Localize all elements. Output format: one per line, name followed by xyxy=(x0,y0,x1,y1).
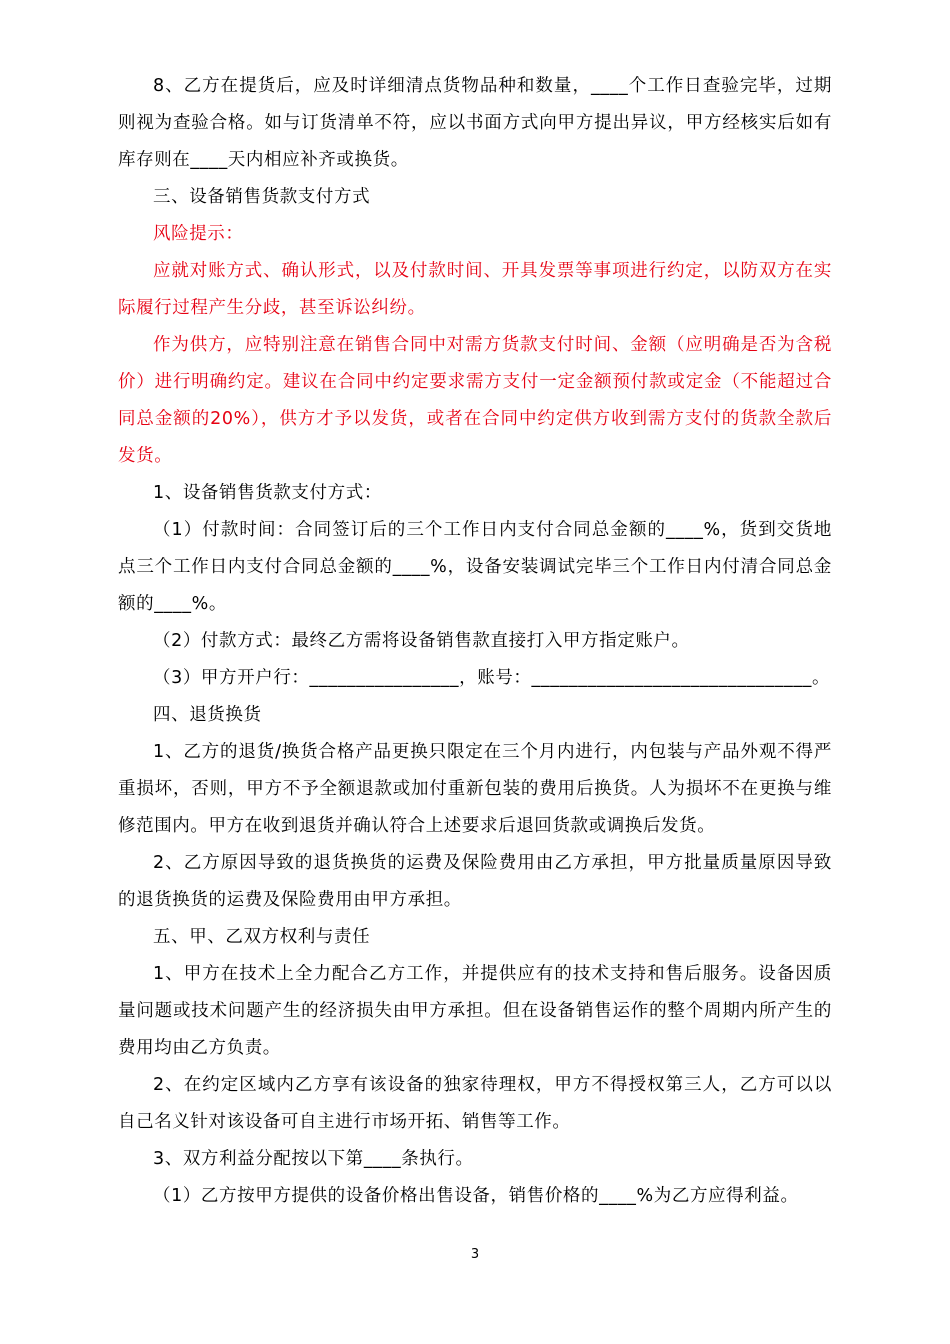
page-number: 3 xyxy=(470,1247,480,1262)
payment-method-heading: 1、设备销售货款支付方式： xyxy=(153,483,382,503)
risk-tip-paragraph-1: 应就对账方式、确认形式，以及付款时间、开具发票等事项进行约定，以防双方在实际履行过程产生分歧，甚至诉讼纠纷。 xyxy=(118,261,832,318)
return-clause-1: 1、乙方的退货/换货合格产品更换只限定在三个月内进行，内包装与产品外观不得严重损坏，否则，甲方不予全额退款或加付重新包装的费用后换货。人为损坏不在更换与维修范围内。甲方在收到退货并确认符合上述要求后退回货款或调换后发货。 xyxy=(118,742,832,836)
section-3-heading: 三、设备销售货款支付方式 xyxy=(153,187,371,207)
rights-clause-3: 3、双方利益分配按以下第____条执行。 xyxy=(153,1149,474,1169)
rights-clause-1: 1、甲方在技术上全力配合乙方工作，并提供应有的技术支持和售后服务。设备因质量问题或技术问题产生的经济损失由甲方承担。但在设备销售运作的整个周期内所产生的费用均由乙方负责。 xyxy=(118,964,832,1058)
section-4-heading: 四、退货换货 xyxy=(153,705,262,725)
rights-clause-2: 2、在约定区域内乙方享有该设备的独家待理权，甲方不得授权第三人，乙方可以以自己名义针对该设备可自主进行市场开拓、销售等工作。 xyxy=(118,1075,832,1132)
clause-8-inspection: 8、乙方在提货后，应及时详细清点货物品种和数量，____个工作日查验完毕，过期则视为查验合格。如与订货清单不符，应以书面方式向甲方提出异议，甲方经核实后如有库存则在____天内相应补齐或换货。 xyxy=(118,76,832,170)
profit-share-clause-1: （1）乙方按甲方提供的设备价格出售设备，销售价格的____%为乙方应得利益。 xyxy=(153,1186,799,1206)
section-5-heading: 五、甲、乙双方权利与责任 xyxy=(153,927,371,947)
return-clause-2: 2、乙方原因导致的退货换货的运费及保险费用由乙方承担，甲方批量质量原因导致的退货换货的运费及保险费用由甲方承担。 xyxy=(118,853,832,910)
bank-account-clause: （3）甲方开户行：________________，账号：______________________________。 xyxy=(153,668,831,688)
risk-tip-paragraph-2: 作为供方，应特别注意在销售合同中对需方货款支付时间、金额（应明确是否为含税价）进行明确约定。建议在合同中约定要求需方支付一定金额预付款或定金（不能超过合同总金额的20%），供方才予以发货，或者在合同中约定供方收到需方支付的货款全款后发货。 xyxy=(118,335,832,466)
payment-manner-clause: （2）付款方式：最终乙方需将设备销售款直接打入甲方指定账户。 xyxy=(153,631,690,651)
risk-tip-label: 风险提示： xyxy=(153,224,244,244)
payment-time-clause: （1）付款时间：合同签订后的三个工作日内支付合同总金额的____%，货到交货地点三个工作日内支付合同总金额的____%，设备安装调试完毕三个工作日内付清合同总金额的____%。 xyxy=(118,520,832,614)
